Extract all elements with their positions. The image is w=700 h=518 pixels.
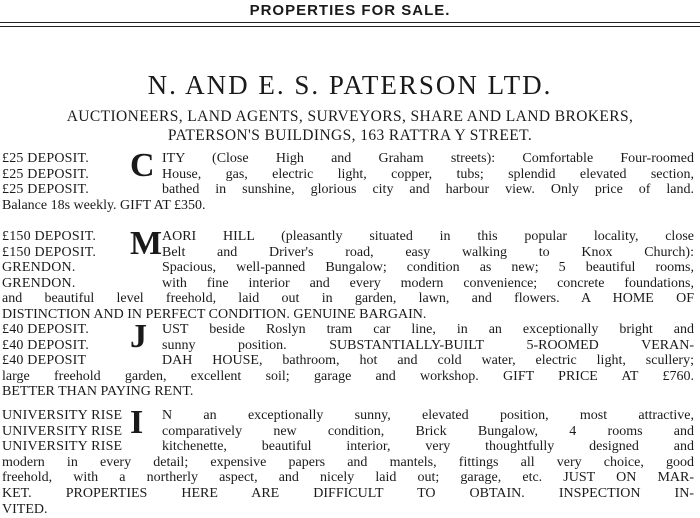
dropcap-letter: M bbox=[130, 225, 163, 262]
listing-text: Belt and Driver's road, easy walking to Knox Church): bbox=[162, 244, 694, 260]
listing-continuation: BETTER THAN PAYING RENT. bbox=[2, 384, 194, 400]
listing-line bbox=[2, 182, 694, 198]
listing-label: £25 DEPOSIT. bbox=[2, 151, 89, 166]
dropcap-cell bbox=[130, 225, 163, 262]
dropcap-cell bbox=[130, 260, 162, 276]
listing bbox=[2, 318, 694, 400]
listing-line bbox=[2, 424, 694, 440]
listing-text: UST beside Roslyn tram car line, in an exceptionally bright and bbox=[162, 322, 694, 337]
listing-continuation: modern in every detail; expensive papers and mantels, fittings all very choice, good bbox=[2, 454, 694, 470]
listing-label: £25 DEPOSIT. bbox=[2, 166, 89, 182]
firm-trades: AUCTIONEERS, LAND AGENTS, SURVEYORS, SHARE AND LAND BROKERS, bbox=[66, 108, 634, 125]
listing-label: GRENDON. bbox=[2, 260, 76, 276]
firm-name: N. AND E. S. PATERSON LTD. bbox=[147, 70, 553, 100]
listing-text: Spacious, well-panned Bungalow; condition as new; 5 beautiful rooms, bbox=[162, 260, 694, 276]
listing-label: UNIVERSITY RISE bbox=[2, 439, 123, 455]
listing-line bbox=[2, 260, 694, 276]
listing-text: AORI HILL (pleasantly situated in this popular locality, close bbox=[162, 229, 694, 244]
listing-text: kitchenette, beautiful interior, very thoughtfully designed and bbox=[162, 439, 694, 455]
listing-label: £150 DEPOSIT. bbox=[2, 244, 97, 260]
listing-label: £150 DEPOSIT. bbox=[2, 229, 97, 244]
listing-text: sunny position. SUBSTANTIALLY-BUILT 5-ROOMED VERAN- bbox=[162, 337, 694, 353]
listing-text: with fine interior and every modern convenience; concrete foundations, bbox=[162, 275, 694, 291]
listing-continuation: DISTINCTION AND IN PERFECT CONDITION. GENUINE BARGAIN. bbox=[2, 306, 427, 322]
dropcap-cell bbox=[130, 318, 162, 355]
listing-continuation: freehold, with a northerly aspect, and nicely laid out; garage, etc. JUST ON MAR- bbox=[2, 470, 694, 486]
listing-text: bathed in sunshine, glorious city and harbour view. Only price of land. bbox=[162, 182, 694, 198]
dropcap-cell bbox=[130, 276, 162, 292]
dropcap-letter: J bbox=[130, 318, 147, 355]
listing-label: UNIVERSITY RISE bbox=[2, 423, 123, 439]
dropcap-cell bbox=[130, 167, 162, 183]
listing-text: House, gas, electric light, copper, tubs; splendid elevated section, bbox=[162, 166, 694, 182]
listing bbox=[2, 225, 694, 323]
listing-line bbox=[2, 439, 694, 455]
listing-label: £40 DEPOSIT. bbox=[2, 337, 89, 353]
listing-line bbox=[2, 353, 694, 369]
listing-label: GRENDON. bbox=[2, 275, 76, 291]
listing-line bbox=[2, 167, 694, 183]
listing bbox=[2, 147, 694, 213]
dropcap-cell bbox=[130, 182, 162, 198]
listing-line bbox=[2, 338, 694, 354]
listing-text: DAH HOUSE, bathroom, hot and cold water, electric light, scullery; bbox=[162, 353, 694, 369]
dropcap-cell bbox=[130, 338, 162, 354]
listing-label: £40 DEPOSIT bbox=[2, 353, 87, 369]
listing-continuation: and beautiful level freehold, laid out in garden, lawn, and flowers. A HOME OF bbox=[2, 291, 694, 307]
dropcap-cell bbox=[130, 424, 162, 440]
listing-label: £40 DEPOSIT. bbox=[2, 322, 89, 337]
dropcap-letter: I bbox=[130, 404, 144, 441]
dropcap-cell bbox=[130, 353, 162, 369]
listing-label: UNIVERSITY RISE bbox=[2, 408, 123, 423]
listing-continuation: KET. PROPERTIES HERE ARE DIFFICULT TO OBTAIN. INSPECTION IN- bbox=[2, 485, 694, 501]
listing-label: £25 DEPOSIT. bbox=[2, 182, 89, 198]
listing bbox=[2, 404, 694, 517]
listing-continuation: large freehold garden, excellent soil; garage and workshop. GIFT PRICE AT £760. bbox=[2, 368, 694, 384]
dropcap-cell bbox=[130, 147, 162, 184]
dropcap-cell bbox=[130, 404, 162, 441]
listing-text: comparatively new condition, Brick Bungalow, 4 rooms and bbox=[162, 423, 694, 439]
listing-line bbox=[2, 245, 694, 261]
listing-continuation: VITED. bbox=[2, 501, 48, 517]
dropcap-cell bbox=[130, 245, 162, 261]
listing-text: ITY (Close High and Graham streets): Comfortable Four-roomed bbox=[162, 151, 694, 166]
listing-continuation: Balance 18s weekly. GIFT AT £350. bbox=[2, 197, 206, 213]
firm-address: PATERSON'S BUILDINGS, 163 RATTRA Y STREET. bbox=[167, 127, 533, 144]
listing-line bbox=[2, 276, 694, 292]
heading-rule bbox=[0, 22, 700, 23]
listing-text: N an exceptionally sunny, elevated position, most attractive, bbox=[162, 408, 694, 423]
section-heading: PROPERTIES FOR SALE. bbox=[249, 2, 451, 19]
dropcap-letter: C bbox=[130, 147, 155, 184]
heading-rule-lower bbox=[0, 26, 700, 27]
dropcap-cell bbox=[130, 439, 162, 455]
